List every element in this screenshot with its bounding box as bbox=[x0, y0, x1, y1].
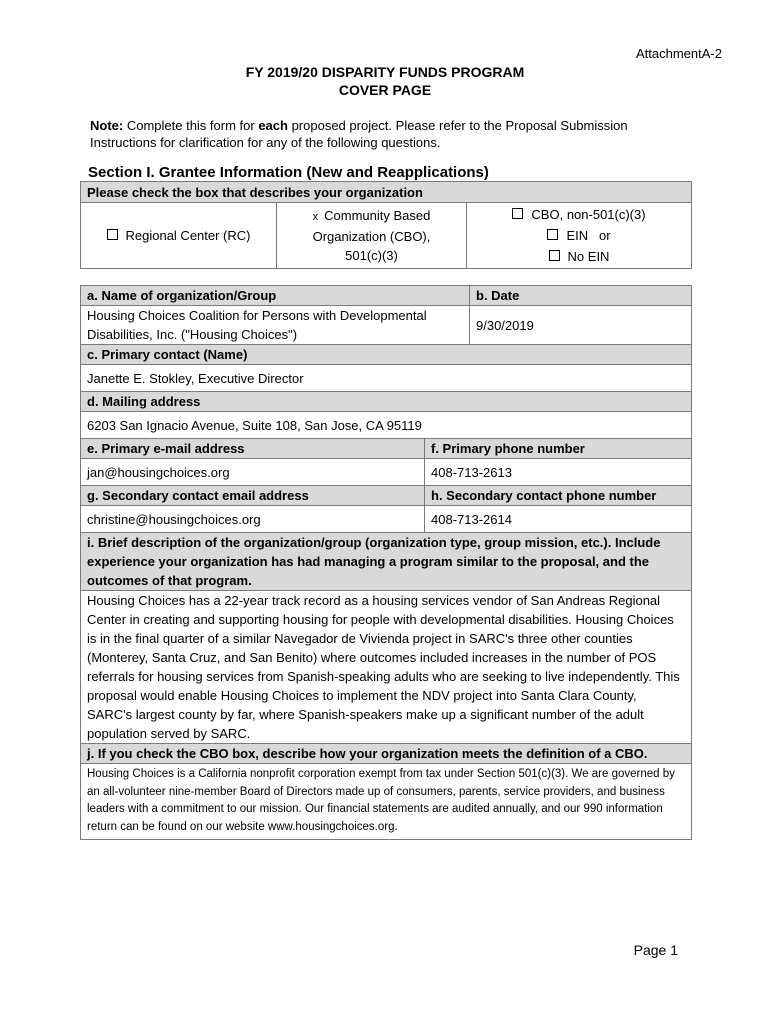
org-type-header: Please check the box that describes your organization bbox=[81, 182, 692, 203]
rc-checkbox[interactable] bbox=[107, 229, 118, 240]
cbo-definition-label: j. If you check the CBO box, describe how your organization meets the definition of a CBO. bbox=[81, 744, 692, 764]
attachment-label: AttachmentA-2 bbox=[636, 46, 722, 61]
org-name-value[interactable]: Housing Choices Coalition for Persons with Developmental Disabilities, Inc. ("Housing Choices") bbox=[81, 306, 470, 345]
cbo-label-line-2: Organization (CBO), bbox=[312, 229, 431, 244]
cbo-label-line-1: Community Based bbox=[324, 208, 431, 223]
cbo-label-line-3: 501(c)(3) bbox=[345, 248, 398, 263]
secondary-email-value[interactable]: christine@housingchoices.org bbox=[81, 506, 425, 533]
primary-contact-value[interactable]: Janette E. Stokley, Executive Director bbox=[81, 365, 692, 392]
ein-label: EIN or bbox=[566, 228, 611, 243]
page-number: Page 1 bbox=[633, 942, 678, 958]
date-label: b. Date bbox=[470, 286, 692, 306]
secondary-phone-value[interactable]: 408-713-2614 bbox=[425, 506, 692, 533]
note-paragraph bbox=[90, 117, 690, 151]
ein-checkbox[interactable] bbox=[547, 229, 558, 240]
form-subtitle: COVER PAGE bbox=[338, 82, 432, 98]
mailing-address-value[interactable]: 6203 San Ignacio Avenue, Suite 108, San Jose, CA 95119 bbox=[81, 412, 692, 439]
note-text-after: proposed project. Please refer to the Proposal Submission Instructions for clarification for any of the following questions. bbox=[90, 118, 628, 150]
secondary-phone-label: h. Secondary contact phone number bbox=[425, 486, 692, 506]
date-value[interactable]: 9/30/2019 bbox=[470, 306, 692, 345]
section-title: Section I. Grantee Information (New and Reapplications) bbox=[88, 164, 489, 181]
no-ein-label: No EIN bbox=[567, 249, 610, 264]
option-cbo-501c3[interactable] bbox=[277, 203, 467, 269]
mailing-address-label: d. Mailing address bbox=[81, 392, 692, 412]
primary-email-value[interactable]: jan@housingchoices.org bbox=[81, 459, 425, 486]
description-value[interactable]: Housing Choices has a 22-year track record as a housing services vendor of San Andreas Regional Center in creating and supporting housing for people with developmental disabilities. Housing Choices is in the final quarter of a similar Navegador de Vivienda project in SARC's three other counties (Monterey, Santa Cruz, and San Benito) where outcomes included increases in the number of POS referrals for housing services from Spanish-speaking adults who are seeking to live independently. This proposal would enable Housing Choices to implement the NDV project into Santa Clara County, SARC's largest county by far, where Spanish-speakers make up a significant number of the adult population served by SARC. bbox=[81, 591, 692, 744]
secondary-email-label: g. Secondary contact email address bbox=[81, 486, 425, 506]
primary-email-label: e. Primary e-mail address bbox=[81, 439, 425, 459]
note-emphasis: each bbox=[258, 118, 288, 133]
primary-phone-value[interactable]: 408-713-2613 bbox=[425, 459, 692, 486]
no-ein-checkbox[interactable] bbox=[549, 250, 560, 261]
cbo-definition-value[interactable]: Housing Choices is a California nonprofit corporation exempt from tax under Section 501(c)(3). We are governed by an all-volunteer nine-member Board of Directors made up of consumers, parents, service providers, and business leaders with a commitment to our mission. Our financial statements are audited annually, and our 990 information return can be found on our website www.housingchoices.org. bbox=[81, 764, 692, 840]
grantee-info-table bbox=[80, 285, 692, 840]
option-regional-center[interactable] bbox=[81, 203, 277, 269]
primary-phone-label: f. Primary phone number bbox=[425, 439, 692, 459]
cbo-check-mark[interactable]: x bbox=[312, 211, 319, 223]
non501-label: CBO, non-501(c)(3) bbox=[531, 207, 646, 222]
note-text-before: Complete this form for bbox=[123, 118, 259, 133]
org-name-label: a. Name of organization/Group bbox=[81, 286, 470, 306]
description-label: i. Brief description of the organization/group (organization type, group mission, etc.). Include experience your organization has had managing a program similar to the proposal, and the outcomes of that program. bbox=[81, 533, 692, 591]
option-cbo-non501[interactable] bbox=[467, 203, 692, 269]
note-label: Note: bbox=[90, 118, 124, 133]
non501-checkbox[interactable] bbox=[512, 208, 523, 219]
primary-contact-label: c. Primary contact (Name) bbox=[81, 345, 692, 365]
rc-label: Regional Center (RC) bbox=[125, 228, 251, 243]
org-type-table bbox=[80, 181, 692, 269]
form-title: FY 2019/20 DISPARITY FUNDS PROGRAM bbox=[245, 64, 525, 80]
